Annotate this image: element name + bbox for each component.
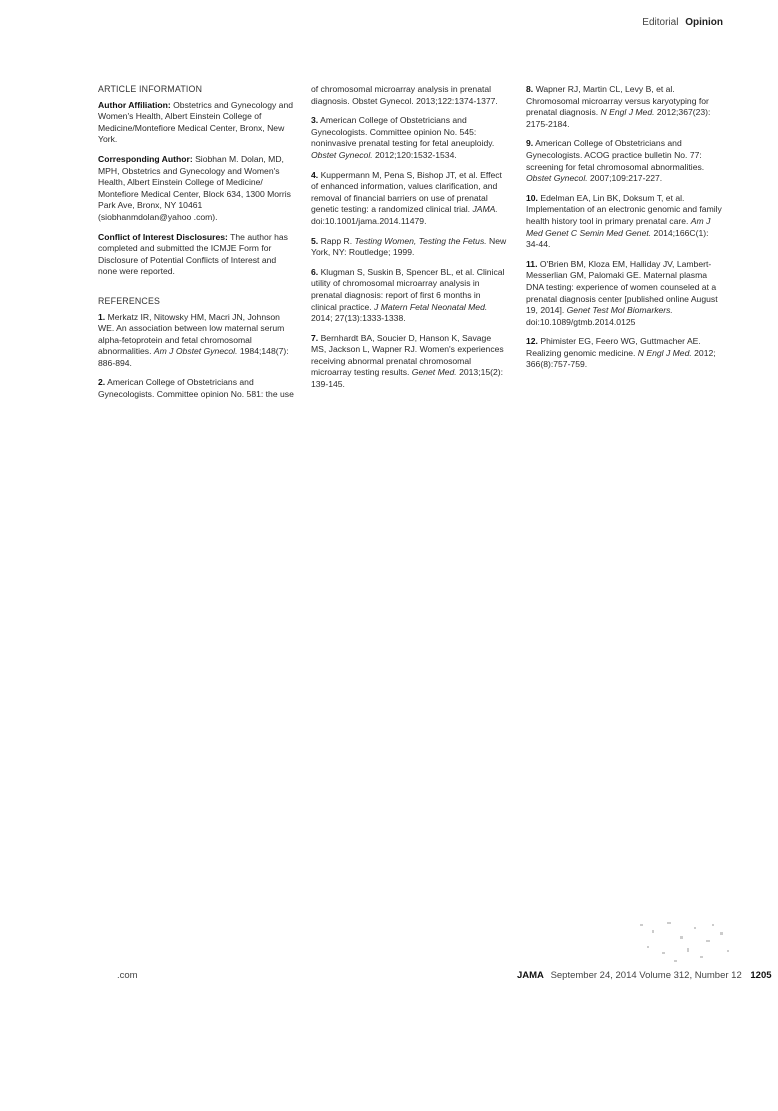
ref-text: Phimister EG, Feero WG, Guttmacher AE. Realizing genomic medicine. xyxy=(526,336,701,358)
references-heading: REFERENCES xyxy=(98,295,161,306)
reference-item xyxy=(311,333,507,391)
ref-citation: New York, NY: Routledge; 1999. xyxy=(311,235,507,258)
ref-2-continued-text: of chromosomal microarray analysis in prenatal diagnosis. Obstet Gynecol. 2013;122:1374-1377. xyxy=(311,84,498,106)
ref-citation: 2012;367(23): 2175-2184. xyxy=(526,107,711,129)
ref-list-col2 xyxy=(311,115,507,390)
ref-number: 8. xyxy=(526,84,534,94)
page-header xyxy=(642,17,723,28)
ref-citation: 2013;15(2): 139-145. xyxy=(311,367,504,390)
footer-journal: JAMA xyxy=(517,970,544,981)
column-2 xyxy=(311,84,507,399)
footer-page-number: 1205 xyxy=(750,970,772,981)
corresponding-label: Corresponding Author: xyxy=(98,153,193,164)
ref-list-col3 xyxy=(526,84,722,371)
header-section: Opinion xyxy=(685,17,723,28)
reference-item xyxy=(526,138,722,184)
ref-journal: N Engl J Med. xyxy=(637,347,692,358)
reference-item xyxy=(311,115,507,161)
ref-journal: Am J Obstet Gynecol. xyxy=(153,346,238,357)
ref-list-col1 xyxy=(98,312,294,401)
ref-number: 11. xyxy=(526,258,538,269)
ref-text: Wapner RJ, Martin CL, Levy B, et al. Chromosomal microarray versus karyotyping for prenatal diagnosis. xyxy=(526,84,709,118)
author-affiliation xyxy=(98,100,294,146)
ref-text: Bernhardt BA, Soucier D, Hanson K, Savage MS, Jackson L, Wapner RJ. Women's experiences receiving abnormal prenatal chromosomal microarray testing results. xyxy=(311,332,504,378)
ref-text: Klugman S, Suskin B, Spencer BL, et al. Clinical utility of chromosomal microarray analysis in prenatal diagnosis: report of first 6 months in clinical practice. xyxy=(311,266,505,312)
ref-journal: Obstet Gynecol. xyxy=(311,149,373,160)
reference-item xyxy=(526,84,722,130)
ref-journal: N Engl J Med. xyxy=(600,107,655,118)
ref-text: Merkatz IR, Nitowsky HM, Macri JN, Johnson WE. An association between low maternal serum alpha-fetoprotein and fetal chromosomal abnormalities. xyxy=(98,311,285,357)
coi-label: Conflict of Interest Disclosures: xyxy=(98,231,228,242)
ref-journal: Am J Med Genet C Semin Med Genet. xyxy=(526,215,711,238)
ref-citation: 2012; 366(8):757-759. xyxy=(526,347,716,370)
ref-journal: JAMA. xyxy=(472,204,498,215)
ref-citation: 1984;148(7): 886-894. xyxy=(98,346,289,368)
ref-text: O'Brien BM, Kloza EM, Halliday JV, Lambert-Messerlian GM, Palomaki GE. Maternal plasma DNA testing: experience of women counseled at a prenatal diagnosis center [published online August 19, 2014]. xyxy=(526,258,718,316)
coi-text: The author has completed and submitted the ICMJE Form for Disclosure of Potential Conflicts of Interest and none were reported. xyxy=(98,231,288,277)
ref-citation: 2012;120:1532-1534. xyxy=(375,149,457,160)
reference-item xyxy=(526,193,722,251)
reference-item xyxy=(98,377,294,400)
ref-number: 5. xyxy=(311,235,319,246)
ref-number: 6. xyxy=(311,266,319,277)
ref-text: American College of Obstetricians and Gynecologists. ACOG practice bulletin No. 77: screening for fetal chromosomal abnormalities. xyxy=(526,138,705,172)
reference-item xyxy=(311,170,507,228)
reference-item xyxy=(311,236,507,259)
reference-item xyxy=(311,267,507,325)
ref-text: Kuppermann M, Pena S, Bishop JT, et al. Effect of enhanced information, values clarification, and removal of financial barriers on use of prenatal genetic testing: a randomized clinical trial. xyxy=(311,169,502,215)
reference-item xyxy=(526,259,722,329)
ref-number: 10. xyxy=(526,192,538,203)
ref-number: 7. xyxy=(311,332,319,343)
ref-citation: doi:10.1089/gtmb.2014.0125 xyxy=(526,316,636,327)
ref-number: 3. xyxy=(311,115,319,126)
header-category: Editorial xyxy=(642,17,679,28)
footer-left-text: .com xyxy=(117,970,138,981)
footer-issue: September 24, 2014 Volume 312, Number 12 xyxy=(550,970,742,981)
corresponding-text: Siobhan M. Dolan, MD, MPH, Obstetrics and Gynecology and Women's Health, Albert Einstein College of Medicine/ Montefiore Medical Center, Block 634, 1300 Morris Park Ave, Bronx, NY 10461 (siobhanmdolan@yahoo .com). xyxy=(98,153,291,222)
ref-citation: 2007;109:217-227. xyxy=(590,173,663,184)
reference-item xyxy=(526,336,722,371)
scan-smudge xyxy=(632,918,742,968)
ref-number: 2. xyxy=(98,377,106,388)
ref-number: 12. xyxy=(526,336,538,347)
article-info-heading: ARTICLE INFORMATION xyxy=(98,84,203,94)
ref-number: 9. xyxy=(526,138,534,149)
ref-number: 1. xyxy=(98,311,106,322)
affiliation-label: Author Affiliation: xyxy=(98,99,171,110)
ref-citation: 2014; 27(13):1333-1338. xyxy=(311,313,406,324)
ref-number: 4. xyxy=(311,169,319,180)
ref-journal: Obstet Gynecol. xyxy=(526,173,588,184)
ref-text: American College of Obstetricians and Gynecologists. Committee opinion No. 545: noninvasive prenatal testing for fetal aneuploidy. xyxy=(311,115,495,149)
ref-journal: Genet Med. xyxy=(411,367,457,378)
affiliation-text: Obstetrics and Gynecology and Women's Health, Albert Einstein College of Medicine/Montefiore Medical Center, Bronx, New York. xyxy=(98,99,294,145)
ref-citation: doi:10.1001/jama.2014.11479. xyxy=(311,215,427,226)
corresponding-author xyxy=(98,154,294,224)
ref-journal: Testing Women, Testing the Fetus. xyxy=(354,235,487,246)
column-1 xyxy=(98,84,294,409)
ref-text: Rapp R. xyxy=(320,235,353,246)
footer-left xyxy=(117,970,138,981)
reference-item xyxy=(98,312,294,370)
ref-citation: 2014;166C(1): 34-44. xyxy=(526,227,709,250)
ref-2-continued xyxy=(311,84,507,107)
ref-text: Edelman EA, Lin BK, Doksum T, et al. Implementation of an electronic genomic and family health history tool in primary prenatal care. xyxy=(526,192,722,226)
column-3 xyxy=(526,84,722,379)
footer-right xyxy=(517,970,772,981)
conflict-of-interest xyxy=(98,232,294,278)
ref-text: American College of Obstetricians and Gynecologists. Committee opinion No. 581: the use xyxy=(98,377,294,400)
ref-journal: Genet Test Mol Biomarkers. xyxy=(566,305,673,316)
ref-journal: J Matern Fetal Neonatal Med. xyxy=(374,301,488,312)
